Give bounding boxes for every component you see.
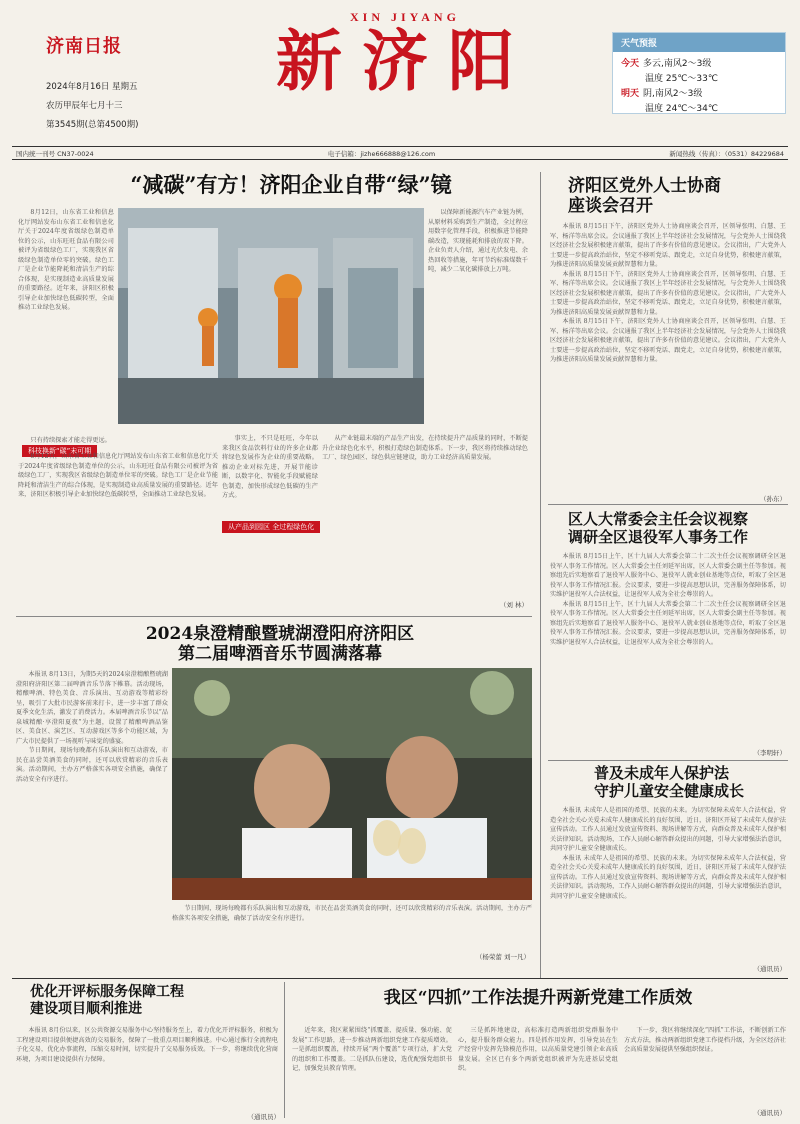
fourgrasp-col2: 三是抓阵地建设，高标准打造两新组织党群服务中心，提升服务群众能力。四是抓作用发挥，引导党员在生产经营中发挥先锋模范作用，以高质量党建引领企业高质量发展。全区已有多个两新党组织被评为先进基层党组织。 bbox=[458, 1027, 618, 1072]
lead-col1: 8月12日，山东省工业和信息化厅网站发布山东省工业和信息化厅关于2024年度省级绿色制造单位的公示，山东旺旺食品有限公司被评为省级绿色工厂，实现我区省级绿色制造单位零的突破。绿色工厂是企业节能降耗和清洁生产的综合体现，是实现制造业高质量发展的重要路径。近年来，济阳区积极引导企业加快绿色低碳转型，全面推动工业绿色发展。 bbox=[18, 209, 114, 311]
divider-bottom bbox=[284, 982, 285, 1118]
beer-text-bottom: 节日期间，现场每晚都有乐队演出和互动游戏，市民在品尝美酒美食的同时，还可以欣赏精彩的音乐表演。活动期间，主办方严格落实各项安全措施，确保了活动安全有序进行。 bbox=[172, 905, 532, 922]
minors-headline: 普及未成年人保护法 守护儿童安全健康成长 bbox=[594, 764, 745, 800]
weather-today-temp: 温度 25℃～33℃ bbox=[645, 74, 718, 84]
weather-box bbox=[612, 32, 786, 114]
party-text: 本报讯 8月15日下午，济阳区党外人士协商座谈会召开，区领导张明、白慧、王军、杨洋等出席会议。会议通报了我区上半年经济社会发展情况，与会党外人士围绕我区经济社会发展积极建言献策，提出了许多有价值的意见建议。会议指出，广大党外人士要进一步提高政治站位，坚定不移听党话、跟党走，立足自身优势，积极建言献策，为推进济阳高质量发展贡献智慧和力量。 本报讯 8月15日下午，济阳区党外人士协商座谈会召开，区领导张明、白慧、王军、杨洋等出席会议。会议通报了我区上半年经济社会发展情况，与会党外人士围绕我区经济社会发展积极建言献策，提出了许多有价值的意见建议。会议指出，广大党外人士要进一步提高政治站位，坚定不移听党话、跟党走，立足自身优势，积极建言献策，为推进济阳高质量发展贡献智慧和力量。 本报讯 8月15日下午，济阳区党外人士协商座谈会召开，区领导张明、白慧、王军、杨洋等出席会议。会议通报了我区上半年经济社会发展情况，与会党外人士围绕我区经济社会发展积极建言献策，提出了许多有价值的意见建议。会议指出，广大党外人士要进一步提高政治站位，坚定不移听党话、跟党走，立足自身优势，积极建言献策，为推进济阳高质量发展贡献智慧和力量。 bbox=[550, 223, 786, 363]
minors-byline: （通讯员） bbox=[753, 965, 786, 973]
weather-title: 天气预报 bbox=[613, 33, 785, 52]
fourgrasp-byline: （通讯员） bbox=[753, 1109, 786, 1117]
lead-col2: 以保障新能源汽车产业链为例，从原材料采购到生产制造，全过程应用数字化管理手段，积极推进节能降碳改造，实现能耗和排放的双下降。企业负责人介绍，通过光伏发电、余热回收等措施，年可节约标准煤数千吨，减少二氧化碳排放上万吨。 bbox=[428, 209, 528, 273]
divider-vet bbox=[548, 504, 788, 505]
email: 电子信箱：jizhe666888@126.com bbox=[327, 149, 436, 158]
lunar-line: 农历甲辰年七月十三 bbox=[46, 101, 123, 111]
factory-photo bbox=[118, 208, 424, 424]
divider-minors bbox=[548, 760, 788, 761]
cn-number: 国内统一刊号 CN37-0024 bbox=[16, 149, 94, 158]
veterans-byline: （李明轩） bbox=[753, 749, 786, 757]
fourgrasp-headline: 我区“四抓”工作法提升两新党建工作质效 bbox=[383, 988, 693, 1008]
paper-name: 济南日报 bbox=[46, 36, 122, 57]
divider-right bbox=[540, 172, 541, 978]
beer-byline: （杨荣蕾 刘一凡） bbox=[475, 953, 530, 961]
masthead-left bbox=[46, 32, 216, 130]
weather-tomorrow-temp: 温度 24℃～34℃ bbox=[645, 104, 718, 114]
minors-text: 本报讯 未成年人是祖国的希望、民族的未来。为切实保障未成年人合法权益，营造全社会关心关爱未成年人健康成长的良好氛围，近日，济阳区开展了未成年人保护法宣传活动。工作人员通过发放宣传资料、现场讲解等方式，向群众普及未成年人保护相关法律知识。活动现场，工作人员耐心解答群众提出的问题，引导大家增强法治意识，共同守护儿童安全健康成长。 本报讯 未成年人是祖国的希望、民族的未来。为切实保障未成年人合法权益，营造全社会关心关爱未成年人健康成长的良好氛围，近日，济阳区开展了未成年人保护法宣传活动。工作人员通过发放宣传资料、现场讲解等方式，向群众普及未成年人保护相关法律知识。活动现场，工作人员耐心解答群众提出的问题，引导大家增强法治意识，共同守护儿童安全健康成长。 bbox=[550, 807, 786, 900]
fourgrasp-col3: 下一步，我区将继续深化“四抓”工作法，不断创新工作方式方法，推动两新组织党建工作提档升级，为全区经济社会高质量发展提供坚强组织保证。 bbox=[624, 1027, 786, 1053]
lead-col3: 事实上，不只是旺旺，今年以来我区食品饮料行业的许多企业都将绿色发展作为企业的重要战略。推动企业对标先进，开展节能诊断，以数字化、智能化手段赋能绿色制造，加快形成绿色低碳的生产方式。 bbox=[222, 435, 318, 499]
date-line: 2024年8月16日 星期五 bbox=[46, 82, 138, 92]
issue-line: 第3545期(总第4500期) bbox=[46, 120, 139, 130]
info-bar bbox=[12, 146, 788, 160]
weather-today: 今天 多云,南风2～3级 bbox=[621, 59, 712, 69]
hotline: 新闻热线（传真）：（0531）84229684 bbox=[669, 149, 784, 158]
veterans-text: 本报讯 8月15日上午，区十九届人大常委会第二十二次主任会议视察调研全区退役军人事务工作情况。区人大常委会主任刘延军出席，区人大常委会副主任等参加。视察组先后实地察看了退役军人服务中心、退役军人就业创业基地等点位，听取了全区退役军人事务工作情况汇报。会议要求，要进一步提高思想认识，完善服务保障体系，切实维护退役军人合法权益，让退役军人成为全社会尊崇的人。 本报讯 8月15日上午，区十九届人大常委会第二十二次主任会议视察调研全区退役军人事务工作情况。区人大常委会主任刘延军出席，区人大常委会副主任等参加。视察组先后实地察看了退役军人服务中心、退役军人就业创业基地等点位，听取了全区退役军人事务工作情况汇报。会议要求，要进一步提高思想认识，完善服务保障体系，切实维护退役军人合法权益，让退役军人成为全社会尊崇的人。 bbox=[550, 553, 786, 646]
bottom-rule bbox=[12, 978, 788, 979]
beer-festival-photo bbox=[172, 668, 532, 900]
lead-byline: （刘 林） bbox=[499, 601, 528, 609]
subtag-product: 从产品到园区 全过程绿色化 bbox=[222, 514, 320, 533]
lead-col1b: 只有持续探索才能走得更远。 bbox=[30, 437, 111, 444]
subtag-tech: 科技换新“碳”未可期 bbox=[22, 438, 97, 457]
beer-text: 本报讯 8月13日，为期5天的2024泉澄精酿暨琥湖澄阳府济阳区第二届啤酒音乐节落下帷幕。活动现场，精酿啤酒、特色美食、音乐演出、互动游戏等精彩纷呈，吸引了大批市民游客前来打卡，进一步丰富了群众夏季文化生活，激发了消费活力。本届啤酒音乐节以“品泉城精酿·享澄阳夏夜”为主题，设置了精酿啤酒品鉴区、美食区、演艺区、互动游戏区等多个功能区域，为广大市民提供了一场视听与味觉的盛宴。 节日期间，现场每晚都有乐队演出和互动游戏，市民在品尝美酒美食的同时，还可以欣赏精彩的音乐表演。活动期间，主办方严格落实各项安全措施，确保了活动安全有序进行。 bbox=[16, 671, 168, 783]
brand-pinyin: XIN JIYANG bbox=[350, 10, 460, 24]
party-byline: （孙东） bbox=[760, 495, 786, 503]
weather-tomorrow: 明天 阴,南风2～3级 bbox=[621, 89, 703, 99]
lead-col1c: 8月12日，山东省工业和信息化厅网站发布山东省工业和信息化厅关于2024年度省级绿色制造单位的公示，山东旺旺食品有限公司被评为省级绿色工厂，实现我区省级绿色制造单位零的突破。绿色工厂是企业节能降耗和清洁生产的综合体现，是实现制造业高质量发展的重要路径。近年来，济阳区积极引导企业加快绿色低碳转型，全面推动工业绿色发展。 bbox=[18, 453, 218, 498]
fourgrasp-col1: 近年来，我区紧紧围绕“抓覆盖、提质量、强功能、促发展”工作思路，进一步推动两新组织党建工作提质增效。一是抓组织覆盖，持续开展“两个覆盖”专项行动，扩大党的组织和工作覆盖。二是抓队伍建设，选优配强党组织书记，加强党员教育管理。 bbox=[292, 1027, 452, 1072]
party-headline: 济阳区党外人士协商 座谈会召开 bbox=[568, 176, 721, 217]
brand-logo: 新济阳 bbox=[276, 22, 534, 100]
lead-col4: 从产业链最末端的产品生产出发，在持续提升产品质量的同时，不断提升企业绿色化水平，积极打造绿色制造体系。下一步，我区将持续推动绿色工厂、绿色园区、绿色供应链建设，助力工业经济高质量发展。 bbox=[322, 435, 528, 461]
lead-headline: “减碳”有方！济阳企业自带“绿”镜 bbox=[130, 172, 452, 197]
beer-headline: 2024泉澄精酿暨琥湖澄阳府济阳区 第二届啤酒音乐节圆满落幕 bbox=[145, 624, 415, 665]
divider-beer bbox=[16, 616, 532, 617]
service-headline: 优化开评标服务保障工程 建设项目顺利推进 bbox=[30, 984, 184, 1017]
veterans-headline: 区人大常委会主任会议视察 调研全区退役军人事务工作 bbox=[568, 510, 749, 546]
service-text: 本报讯 8月份以来，区公共资源交易服务中心坚持服务至上，着力优化开评标服务，积极为工程建设项目提供便捷高效的交易服务，保障了一批重点项目顺利推进。中心通过推行全流程电子化交易，优化办事流程，压缩交易时间，切实提升了交易服务质效。下一步，将继续优化营商环境，为项目建设提供有力保障。 bbox=[16, 1027, 278, 1063]
service-byline: （通讯员） bbox=[247, 1113, 280, 1121]
